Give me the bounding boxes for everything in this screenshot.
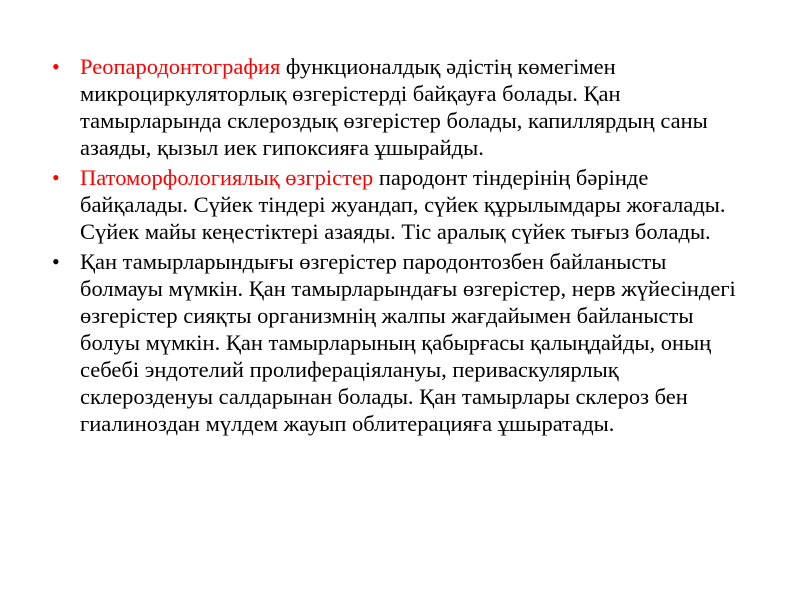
- bullet-term: Реопародонтография: [80, 54, 281, 79]
- bullet-item-pathomorphology: [50, 164, 750, 245]
- bullet-marker-icon: •: [52, 54, 60, 79]
- bullet-item-vascular-changes: [50, 248, 750, 437]
- bullet-item-reoparodontography: [50, 53, 750, 161]
- bullet-list: [50, 53, 750, 440]
- bullet-text: функционалдық әдістің көмегімен микроциркуляторлық өзгерістерді байқауға болады. Қан тамырларында склероздық өзгерістер болады, капиллярдың саны азаяды, қызыл иек гипоксияға ұшырайды.: [80, 54, 708, 160]
- bullet-marker-icon: •: [52, 165, 60, 190]
- bullet-text: Қан тамырларындығы өзгерістер пародонтозбен байланысты болмауы мүмкін. Қан тамырларындағы өзгерістер, нерв жүйесіндегі өзгерістер сияқты организмнің жалпы жағдайымен байланысты болуы мүмкін. Қан тамырларының қабырғасы қалыңдайды, оның себебі эндотелий пролифераціялануы, периваскулярлық склерозденуы салдарынан болады. Қан тамырлары склероз бен гиалиноздан мүлдем жауып облитерацияға ұшыратады.: [80, 249, 736, 436]
- bullet-text: пародонт тіндерінің бәрінде байқалады. Сүйек тіндері жуандап, сүйек құрылымдары жоғалады. Сүйек майы кеңестіктері азаяды. Тіс аралық сүйек тығыз болады.: [80, 165, 726, 244]
- bullet-marker-icon: •: [52, 249, 60, 274]
- bullet-term: Патоморфологиялық өзгрістер: [80, 165, 374, 190]
